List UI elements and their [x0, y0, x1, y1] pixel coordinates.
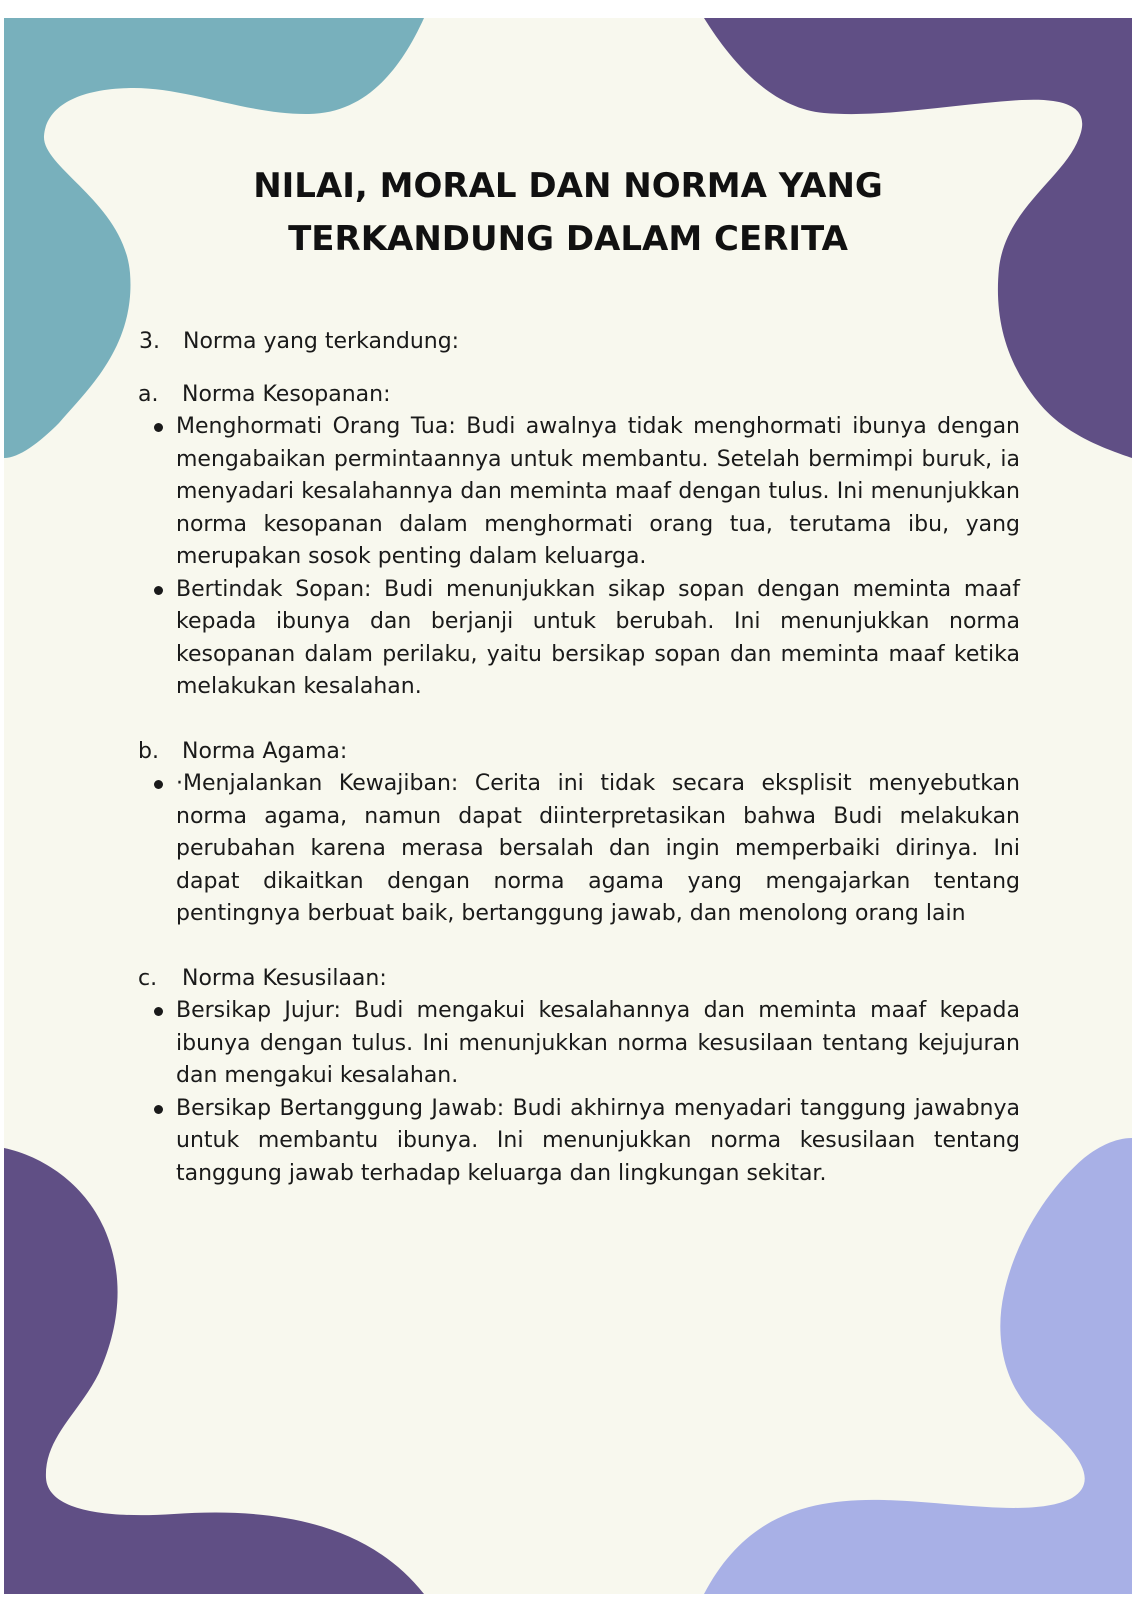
- section-heading-text: Norma Kesusilaan:: [182, 965, 387, 991]
- list-item-text: Bersikap Jujur: Budi mengakui kesalahannya dan meminta maaf kepada ibunya dengan tulus. Ini menunjukkan norma kesusilaan tentang kejujuran dan mengakui kesalahan.: [176, 998, 1020, 1088]
- title-line-2: TERKANDUNG DALAM CERITA: [288, 219, 848, 259]
- list-item-text: ·Menjalankan Kewajiban: Cerita ini tidak secara eksplisit menyebutkan norma agama, namun dapat diinterpretasikan bahwa Budi melakukan perubahan karena merasa bersalah dan ingin memperbaiki dirinya. Ini dapat dikaitkan dengan norma agama yang mengajarkan tentang pentingnya berbuat baik, bertanggung jawab, dan menolong orang lain: [176, 771, 1020, 926]
- section-norma-kesopanan: [134, 379, 1020, 704]
- intro-line: [139, 326, 1020, 359]
- list-item: [134, 995, 1020, 1093]
- section-heading: [138, 963, 1020, 996]
- bullet-icon: [154, 1007, 163, 1016]
- section-norma-kesusilaan: [134, 963, 1020, 1191]
- list-item: [134, 1093, 1020, 1191]
- document-body: [134, 326, 1020, 1190]
- section-letter: c.: [138, 965, 158, 991]
- document-page: [4, 18, 1132, 1594]
- list-item: [134, 768, 1020, 931]
- bullet-list: [134, 411, 1020, 704]
- intro-text: Norma yang terkandung:: [183, 329, 460, 354]
- list-item: [134, 411, 1020, 574]
- section-heading-text: Norma Agama:: [182, 738, 348, 764]
- bullet-icon: [154, 423, 163, 432]
- bullet-icon: [154, 1105, 163, 1114]
- bullet-list: [134, 995, 1020, 1190]
- purple-shape-bottom-left: [4, 1148, 424, 1594]
- section-letter: b.: [138, 738, 159, 764]
- title-line-1: NILAI, MORAL DAN NORMA YANG: [253, 166, 883, 206]
- list-item-text: Menghormati Orang Tua: Budi awalnya tidak menghormati ibunya dengan mengabaikan permintaannya untuk membantu. Setelah bermimpi buruk, ia menyadari kesalahannya dan meminta maaf dengan tulus. Ini menunjukkan norma kesopanan dalam menghormati orang tua, terutama ibu, yang merupakan sosok penting dalam keluarga.: [176, 414, 1020, 569]
- list-item: [134, 574, 1020, 704]
- section-heading: [138, 736, 1020, 769]
- lavender-shape-bottom-right: [704, 1138, 1132, 1594]
- list-item-text: Bersikap Bertanggung Jawab: Budi akhirnya menyadari tanggung jawabnya untuk membantu ibunya. Ini menunjukkan norma kesusilaan tentang tanggung jawab terhadap keluarga dan lingkungan sekitar.: [176, 1095, 1020, 1186]
- section-heading-text: Norma Kesopanan:: [182, 381, 391, 407]
- section-norma-agama: [134, 736, 1020, 931]
- list-item-text: Bertindak Sopan: Budi menunjukkan sikap sopan dengan meminta maaf kepada ibunya dan berjanji untuk berubah. Ini menunjukkan norma kesopanan dalam perilaku, yaitu bersikap sopan dan meminta maaf ketika melakukan kesalahan.: [176, 576, 1020, 699]
- page-title: [4, 160, 1132, 266]
- intro-number: 3.: [139, 329, 160, 354]
- bullet-icon: [154, 780, 163, 789]
- section-letter: a.: [138, 381, 159, 407]
- section-heading: [138, 379, 1020, 412]
- bullet-list: [134, 768, 1020, 931]
- bullet-icon: [154, 586, 163, 595]
